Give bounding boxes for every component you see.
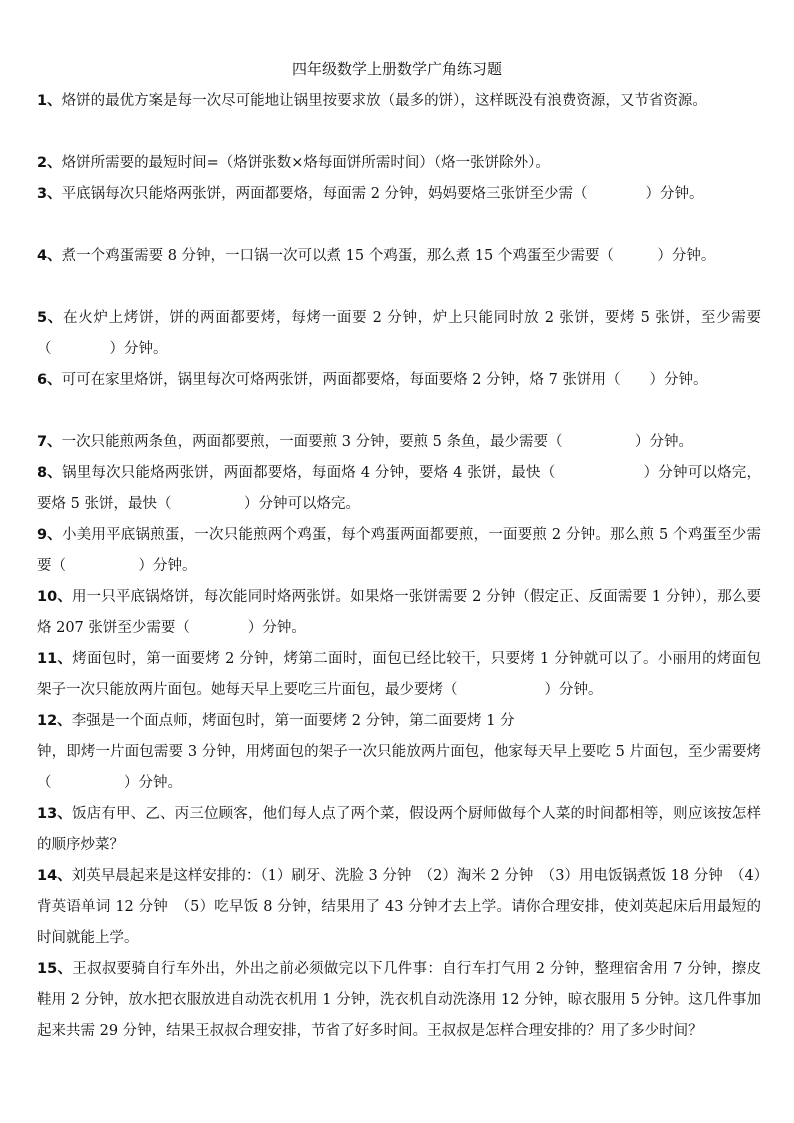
question-text: 烙饼所需要的最短时间=（烙饼张数×烙每面饼所需时间）（烙一张饼除外）。 — [61, 155, 550, 171]
question-11 — [37, 644, 761, 706]
question-number: 13、 — [37, 806, 73, 822]
question-text: 在火炉上烤饼，饼的两面都要烤，每烤一面要 2 分钟，炉上只能同时放 2 张饼，要烤 5 张饼，至少需要（ ）分钟。 — [37, 310, 762, 357]
question-14 — [37, 861, 761, 954]
question-text: 刘英早晨起来是这样安排的：（1）刷牙、洗脸 3 分钟 （2）淘米 2 分钟 （3）用电饭锅煮饭 18 分钟 （4）背英语单词 12 分钟 （5）吃早饭 8 分钟，结果用了 43 分钟才去上学。请你合理安排，使刘英起床后用最短的时间就能上学。 — [37, 868, 761, 946]
question-number: 8、 — [37, 465, 62, 481]
question-3 — [37, 179, 761, 210]
question-text: 钟，即烤一片面包需要 3 分钟，用烤面包的架子一次只能放两片面包，他家每天早上要吃 5 片面包，至少需要烤（ ）分钟。 — [37, 744, 761, 791]
question-text: 平底锅每次只能烙两张饼，两面都要烙，每面需 2 分钟，妈妈要烙三张饼至少需（ ）分钟。 — [61, 186, 704, 202]
question-text: 一次只能煎两条鱼，两面都要煎，一面要煎 3 分钟，要煎 5 条鱼，最少需要（ ）分钟。 — [61, 434, 693, 450]
question-number: 15、 — [37, 961, 73, 977]
question-number: 10、 — [37, 589, 72, 605]
question-text: 小美用平底锅煎蛋，一次只能煎两个鸡蛋，每个鸡蛋两面都要煎，一面要煎 2 分钟。那么煎 5 个鸡蛋至少需要（ ）分钟。 — [37, 527, 761, 574]
question-number: 4、 — [37, 248, 62, 264]
question-text: 烙饼的最优方案是每一次尽可能地让锅里按要求放（最多的饼），这样既没有浪费资源，又节省资源。 — [61, 93, 707, 109]
question-12-continued — [37, 737, 761, 799]
question-2 — [37, 148, 761, 179]
question-text: 饭店有甲、乙、丙三位顾客，他们每人点了两个菜，假设两个厨师做每个人菜的时间都相等，则应该按怎样的顺序炒菜？ — [37, 806, 761, 853]
question-text: 李强是一个面点师，烤面包时，第一面要烤 2 分钟，第二面要烤 1 分 — [71, 713, 515, 729]
question-15 — [37, 954, 761, 1047]
question-9 — [37, 520, 761, 582]
question-5 — [37, 303, 761, 365]
question-number: 6、 — [37, 372, 62, 388]
question-number: 14、 — [37, 868, 72, 884]
question-number: 11、 — [37, 651, 73, 667]
question-text: 王叔叔要骑自行车外出，外出之前必须做完以下几件事：自行车打气用 2 分钟，整理宿舍用 7 分钟，擦皮鞋用 2 分钟，放水把衣服放进自动洗衣机用 1 分钟，洗衣机自动洗涤用 12 分钟，晾衣服用 5 分钟。这几件事加起来共需 29 分钟，结果王叔叔合理安排，节省了好多时间。王叔叔是怎样合理安排的？用了多少时间？ — [37, 961, 761, 1039]
question-number: 3、 — [37, 186, 62, 202]
question-6 — [37, 365, 761, 396]
question-text: 锅里每次只能烙两张饼，两面都要烙，每面烙 4 分钟，要烙 4 张饼，最快（ ）分钟可以烙完，要烙 5 张饼，最快（ ）分钟可以烙完。 — [37, 465, 761, 512]
question-4 — [37, 241, 761, 272]
question-number: 9、 — [37, 527, 62, 543]
question-number: 5、 — [37, 310, 64, 326]
question-1 — [37, 86, 761, 117]
question-number: 7、 — [37, 434, 62, 450]
question-8 — [37, 458, 761, 520]
question-number: 2、 — [37, 155, 62, 171]
question-number: 12、 — [37, 713, 72, 729]
question-number: 1、 — [37, 93, 62, 109]
question-13 — [37, 799, 761, 861]
question-text: 烤面包时，第一面要烤 2 分钟，烤第二面时，面包已经比较干，只要烤 1 分钟就可以了。小丽用的烤面包架子一次只能放两片面包。她每天早上要吃三片面包，最少要烤（ ）分钟。 — [37, 651, 761, 698]
question-text: 用一只平底锅烙饼，每次能同时烙两张饼。如果烙一张饼需要 2 分钟（假定正、反面需要 1 分钟），那么要烙 207 张饼至少需要（ ）分钟。 — [37, 589, 761, 636]
question-text: 可可在家里烙饼，锅里每次可烙两张饼，两面都要烙，每面要烙 2 分钟，烙 7 张饼用（ ）分钟。 — [61, 372, 708, 388]
question-7 — [37, 427, 761, 458]
question-12 — [37, 706, 761, 737]
question-text: 煮一个鸡蛋需要 8 分钟，一口锅一次可以煮 15 个鸡蛋，那么煮 15 个鸡蛋至少需要（ ）分钟。 — [61, 248, 716, 264]
page-title: 四年级数学上册数学广角练习题 — [291, 60, 502, 78]
question-10 — [37, 582, 761, 644]
